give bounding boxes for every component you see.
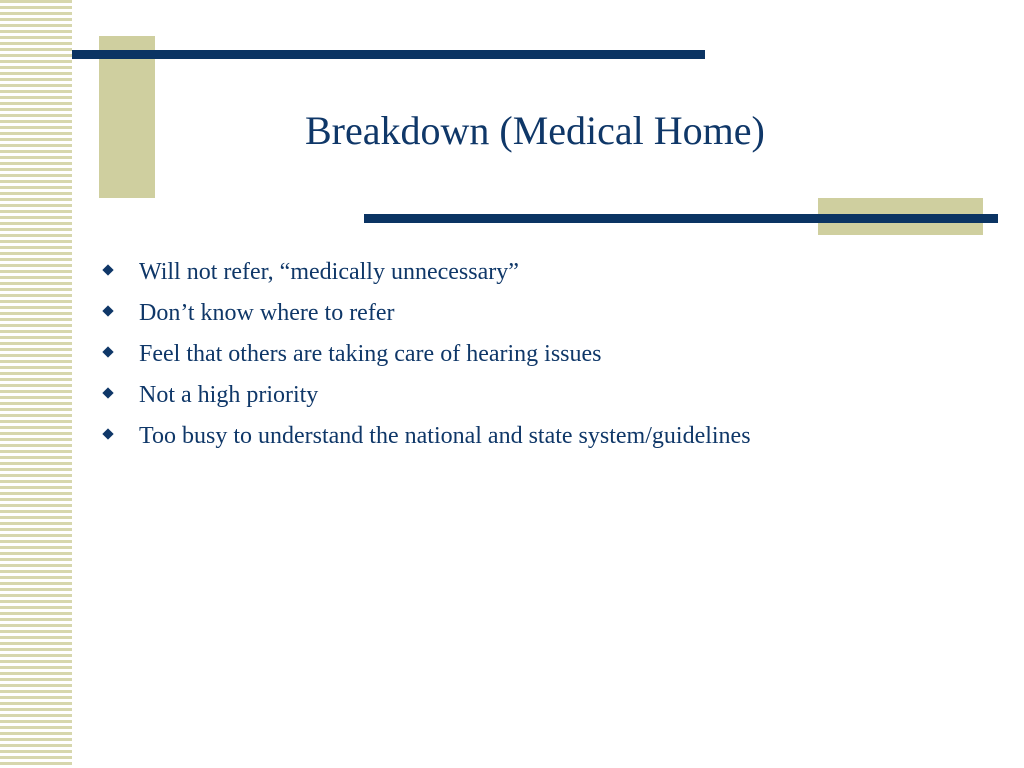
- bullet-text: Feel that others are taking care of hearing issues: [139, 341, 602, 367]
- bullet-text: Too busy to understand the national and state system/guidelines: [139, 423, 751, 449]
- slide-title: Breakdown (Medical Home): [305, 108, 765, 153]
- bullet-text: Don’t know where to refer: [139, 300, 395, 326]
- diamond-bullet-icon: [102, 428, 113, 439]
- diamond-bullet-icon: [102, 346, 113, 357]
- diamond-bullet-icon: [102, 387, 113, 398]
- bottom-rule: [364, 214, 998, 223]
- bullet-text: Not a high priority: [139, 382, 319, 408]
- top-left-accent-block: [99, 36, 155, 198]
- diamond-bullet-icon: [102, 305, 113, 316]
- striped-side-panel: [0, 0, 72, 768]
- diamond-bullet-icon: [102, 264, 113, 275]
- bullet-text: Will not refer, “medically unnecessary”: [139, 259, 519, 285]
- top-rule: [72, 50, 705, 59]
